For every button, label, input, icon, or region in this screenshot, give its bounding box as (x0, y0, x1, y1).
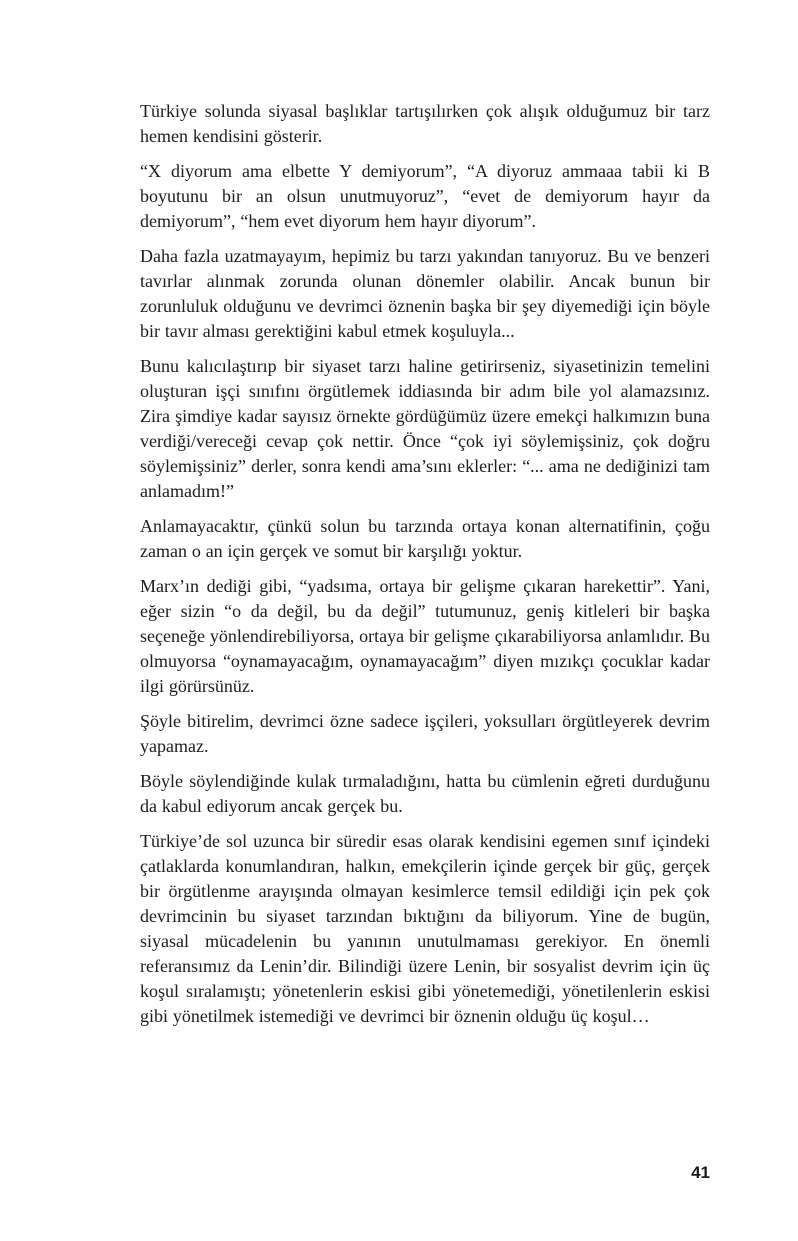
paragraph: Türkiye’de sol uzunca bir süredir esas olarak kendisini egemen sınıf içindeki çatlaklarda konumlandıran, halkın, emekçilerin içinde gerçek bir güç, gerçek bir örgütlenme arayışında olmayan kesimlerce temsil edildiği için pek çok devrimcinin bu siyaset tarzından bıktığını da biliyorum. Yine de bugün, siyasal mücadelenin bu yanının unutulmaması gerekiyor. En önemli referansımız da Lenin’dir. Bilindiği üzere Lenin, bir sosyalist devrim için üç koşul sıralamıştı; yönetenlerin eskisi gibi yönetemediği, yönetilenlerin eskisi gibi yönetilmek istemediği ve devrimci bir öznenin olduğu üç koşul… (140, 831, 710, 1026)
paragraph: “X diyorum ama elbette Y demiyorum”, “A diyoruz ammaaa tabii ki B boyutunu bir an olsun unutmuyoruz”, “evet de demiyorum hayır da demiyorum”, “hem evet diyorum hem hayır diyorum”. (140, 161, 710, 231)
paragraph: Şöyle bitirelim, devrimci özne sadece işçileri, yoksulları örgütleyerek devrim yapamaz. (140, 711, 710, 756)
paragraph: Daha fazla uzatmayayım, hepimiz bu tarzı yakından tanıyoruz. Bu ve benzeri tavırlar alınmak zorunda olunan dönemler olabilir. Ancak bunun bir zorunluluk olduğunu ve devrimci öznenin başka bir şey diyemediği için böyle bir tavır alması gerektiğini kabul etmek koşuluyla... (140, 246, 710, 341)
paragraph: Bunu kalıcılaştırıp bir siyaset tarzı haline getirirseniz, siyasetinizin temelini oluşturan işçi sınıfını örgütlemek iddiasında bir adım bile yol alamazsınız. Zira şimdiye kadar sayısız örnekte gördüğümüz üzere emekçi halkımızın buna verdiği/vereceği cevap çok nettir. Önce “çok iyi söylemişsiniz, çok doğru söylemişsiniz” derler, sonra kendi ama’sını eklerler: “... ama ne dediğinizi tam anlamadım!” (140, 356, 710, 501)
paragraph: Böyle söylendiğinde kulak tırmaladığını, hatta bu cümlenin eğreti durduğunu da kabul ediyorum ancak gerçek bu. (140, 771, 710, 816)
paragraph: Türkiye solunda siyasal başlıklar tartışılırken çok alışık olduğumuz bir tarz hemen kendisini gösterir. (140, 101, 710, 146)
paragraph: Marx’ın dediği gibi, “yadsıma, ortaya bir gelişme çıkaran harekettir”. Yani, eğer sizin “o da değil, bu da değil” tutumunuz, geniş kitleleri bir başka seçeneğe yönlendirebiliyorsa, ortaya bir gelişme çıkarabiliyorsa anlamlıdır. Bu olmuyorsa “oynamayacağım, oynamayacağım” diyen mızıkçı çocuklar kadar ilgi görürsünüz. (140, 576, 710, 696)
paragraph: Anlamayacaktır, çünkü solun bu tarzında ortaya konan alternatifinin, çoğu zaman o an için gerçek ve somut bir karşılığı yoktur. (140, 516, 710, 561)
page-number: 41 (691, 1163, 710, 1182)
body-text (140, 99, 710, 1039)
